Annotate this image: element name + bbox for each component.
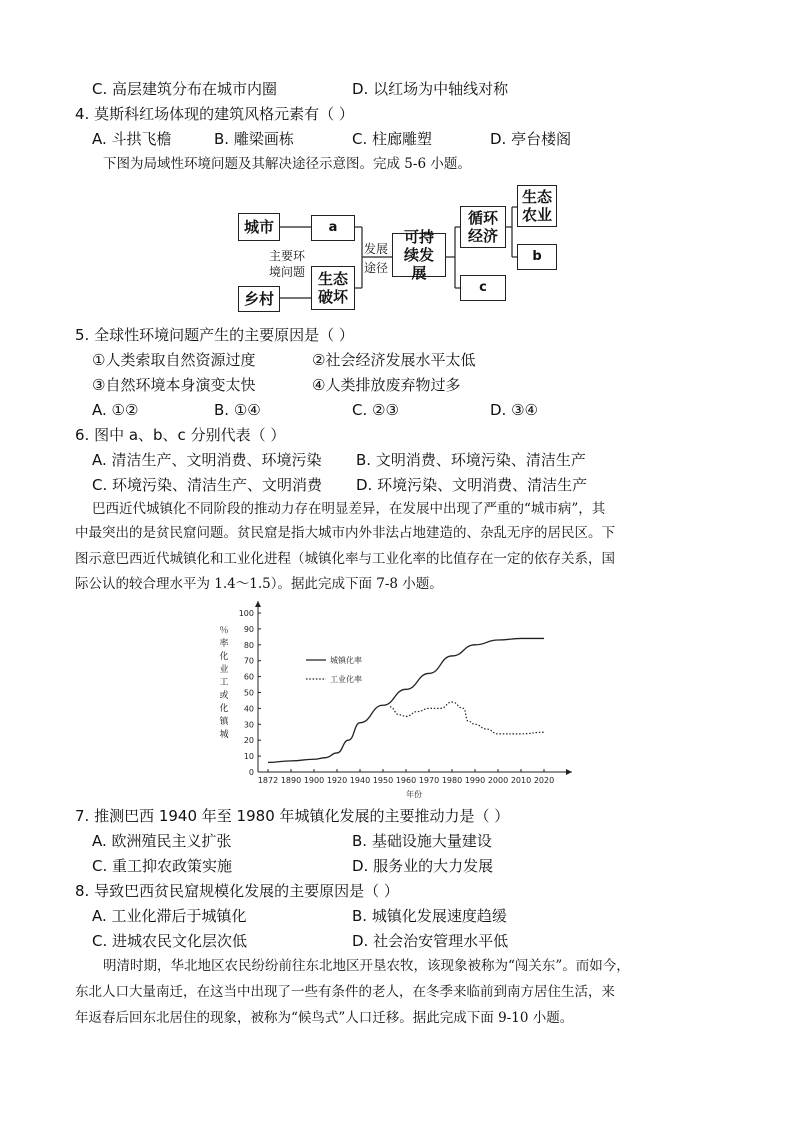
q5-statement-2: ②社会经济发展水平太低 — [312, 351, 476, 369]
ylabel-char: 镇 — [219, 717, 229, 727]
x-tick-label: 2000 — [487, 776, 509, 785]
box-c: c — [460, 275, 506, 301]
y-tick-label: 20 — [243, 736, 254, 746]
ylabel-char: 化 — [219, 652, 229, 662]
q5-statement-4: ④人类排放废弃物过多 — [312, 376, 461, 394]
y-tick-label: 70 — [243, 656, 254, 666]
y-tick-label: 60 — [243, 672, 254, 682]
box-b: b — [517, 244, 557, 270]
q7-option-c: C. 重工抑农政策实施 — [92, 857, 233, 875]
q7-stem: 7. 推测巴西 1940 年至 1980 年城镇化发展的主要推动力是（ ） — [75, 807, 510, 825]
q7-option-d: D. 服务业的大力发展 — [352, 857, 494, 875]
y-tick-label: 40 — [243, 704, 254, 714]
y-tick-label: 10 — [243, 752, 254, 762]
q4-option-c: C. 柱廊雕塑 — [352, 130, 433, 148]
ylabel-char: 率 — [219, 639, 229, 649]
x-tick-label: 1970 — [418, 776, 440, 785]
q4-option-d: D. 亭台楼阁 — [490, 130, 572, 148]
box-circular-economy: 循环经济 — [460, 206, 506, 248]
ylabel-char: 业 — [219, 665, 229, 675]
x-tick-label: 1940 — [349, 776, 371, 785]
x-tick-label: 1980 — [441, 776, 463, 785]
label-dev-path: 发展途径 — [363, 242, 388, 275]
box-eco-agriculture: 生态农业 — [517, 185, 557, 227]
q4-option-a: A. 斗拱飞檐 — [92, 130, 172, 148]
para-7-8-line-3: 图示意巴西近代城镇化和工业化进程（城镇化率与工业化率的比值存在一定的依存关系，国 — [75, 551, 615, 567]
q5-option-c: C. ②③ — [352, 401, 399, 419]
q6-option-c: C. 环境污染、清洁生产、文明消费 — [92, 476, 323, 494]
x-tick-label: 1960 — [395, 776, 417, 785]
y-tick-label: 100 — [238, 609, 254, 618]
ylabel-char: 化 — [219, 704, 229, 714]
q5-stem: 5. 全球性环境问题产生的主要原因是（ ） — [75, 326, 354, 344]
ylabel-char: 工 — [219, 678, 229, 688]
q5-statement-1: ①人类索取自然资源过度 — [92, 351, 256, 369]
q5-statement-3: ③自然环境本身演变太快 — [92, 376, 256, 394]
x-tick-label: 1990 — [464, 776, 486, 785]
q3-option-d: D. 以红场为中轴线对称 — [352, 80, 509, 98]
q7-option-a: A. 欧洲殖民主义扩张 — [92, 832, 232, 850]
q3-option-c: C. 高层建筑分布在城市内圈 — [92, 80, 278, 98]
ylabel-char: ％ — [219, 626, 229, 636]
box-rural: 乡村 — [238, 286, 280, 312]
x-tick-label: 1900 — [303, 776, 325, 785]
para-7-8-line-1: 巴西近代城镇化不同阶段的推动力存在明显差异，在发展中出现了严重的“城市病”，其 — [92, 501, 606, 517]
q5-option-d: D. ③④ — [490, 401, 538, 419]
legend-label-urbanization: 城镇化率 — [330, 656, 362, 665]
para-7-8-line-4: 际公认的较合理水平为 1.4～1.5）。据此完成下面 7-8 小题。 — [75, 576, 443, 592]
y-tick-label: 80 — [243, 640, 254, 650]
y-tick-label: 30 — [243, 720, 254, 730]
para-9-10-line-1: 明清时期，华北地区农民纷纷前往东北地区开垦农牧，该现象被称为“闯关东”。而如今， — [103, 958, 630, 974]
q6-option-d: D. 环境污染、文明消费、清洁生产 — [356, 476, 588, 494]
q5-option-b: B. ①④ — [214, 401, 261, 419]
x-axis-arrow — [566, 769, 572, 775]
y-tick-label: 50 — [243, 688, 254, 698]
box-eco-damage: 生态破坏 — [311, 266, 355, 310]
q8-option-c: C. 进城农民文化层次低 — [92, 932, 248, 950]
x-tick-label: 1872 — [257, 776, 279, 785]
box-a: a — [311, 215, 355, 241]
x-tick-label: 1920 — [326, 776, 348, 785]
box-sustainable: 可持续发展 — [392, 233, 446, 277]
x-tick-label: 1950 — [372, 776, 394, 785]
q8-option-a: A. 工业化滞后于城镇化 — [92, 907, 247, 925]
q6-option-b: B. 文明消费、环境污染、清洁生产 — [356, 451, 586, 469]
y-tick-label: 0 — [248, 768, 254, 777]
q7-option-b: B. 基础设施大量建设 — [352, 832, 492, 850]
q4-stem: 4. 莫斯科红场体现的建筑风格元素有（ ） — [75, 105, 354, 123]
q6-option-a: A. 清洁生产、文明消费、环境污染 — [92, 451, 322, 469]
q8-option-d: D. 社会治安管理水平低 — [352, 932, 509, 950]
x-tick-label: 1890 — [280, 776, 302, 785]
y-axis-arrow — [255, 601, 261, 607]
para-9-10-line-3: 年返春后回东北居住的现象，被称为“候鸟式”人口迁移。据此完成下面 9-10 小题。 — [75, 1010, 574, 1026]
x-tick-label: 2010 — [510, 776, 532, 785]
x-tick-label: 2020 — [533, 776, 555, 785]
series-urbanization-line — [268, 638, 544, 762]
series-industrialization-line — [390, 702, 544, 734]
y-tick-label: 90 — [243, 624, 254, 634]
q6-stem: 6. 图中 a、b、c 分别代表（ ） — [75, 426, 286, 444]
legend-label-industrialization: 工业化率 — [330, 675, 362, 684]
label-main-issue: 主要环境问题 — [268, 249, 305, 279]
ylabel-char: 城 — [219, 730, 229, 740]
q4-option-b: B. 雕梁画栋 — [214, 130, 294, 148]
para-7-8-line-2: 中最突出的是贫民窟问题。贫民窟是指大城市内外非法占地建造的、杂乱无序的居民区。下 — [75, 525, 615, 541]
para-9-10-line-2: 东北人口大量南迁，在这当中出现了一些有条件的老人，在冬季来临前到南方居住生活，来 — [75, 984, 615, 1000]
q5-option-a: A. ①② — [92, 401, 139, 419]
intro-5-6: 下图为局域性环境问题及其解决途径示意图。完成 5-6 小题。 — [103, 156, 471, 172]
ylabel-char: 或 — [219, 691, 229, 701]
q8-option-b: B. 城镇化发展速度趋缓 — [352, 907, 507, 925]
box-city: 城市 — [238, 213, 280, 241]
x-axis-label: 年份 — [406, 790, 422, 799]
q8-stem: 8. 导致巴西贫民窟规模化发展的主要原因是（ ） — [75, 882, 399, 900]
